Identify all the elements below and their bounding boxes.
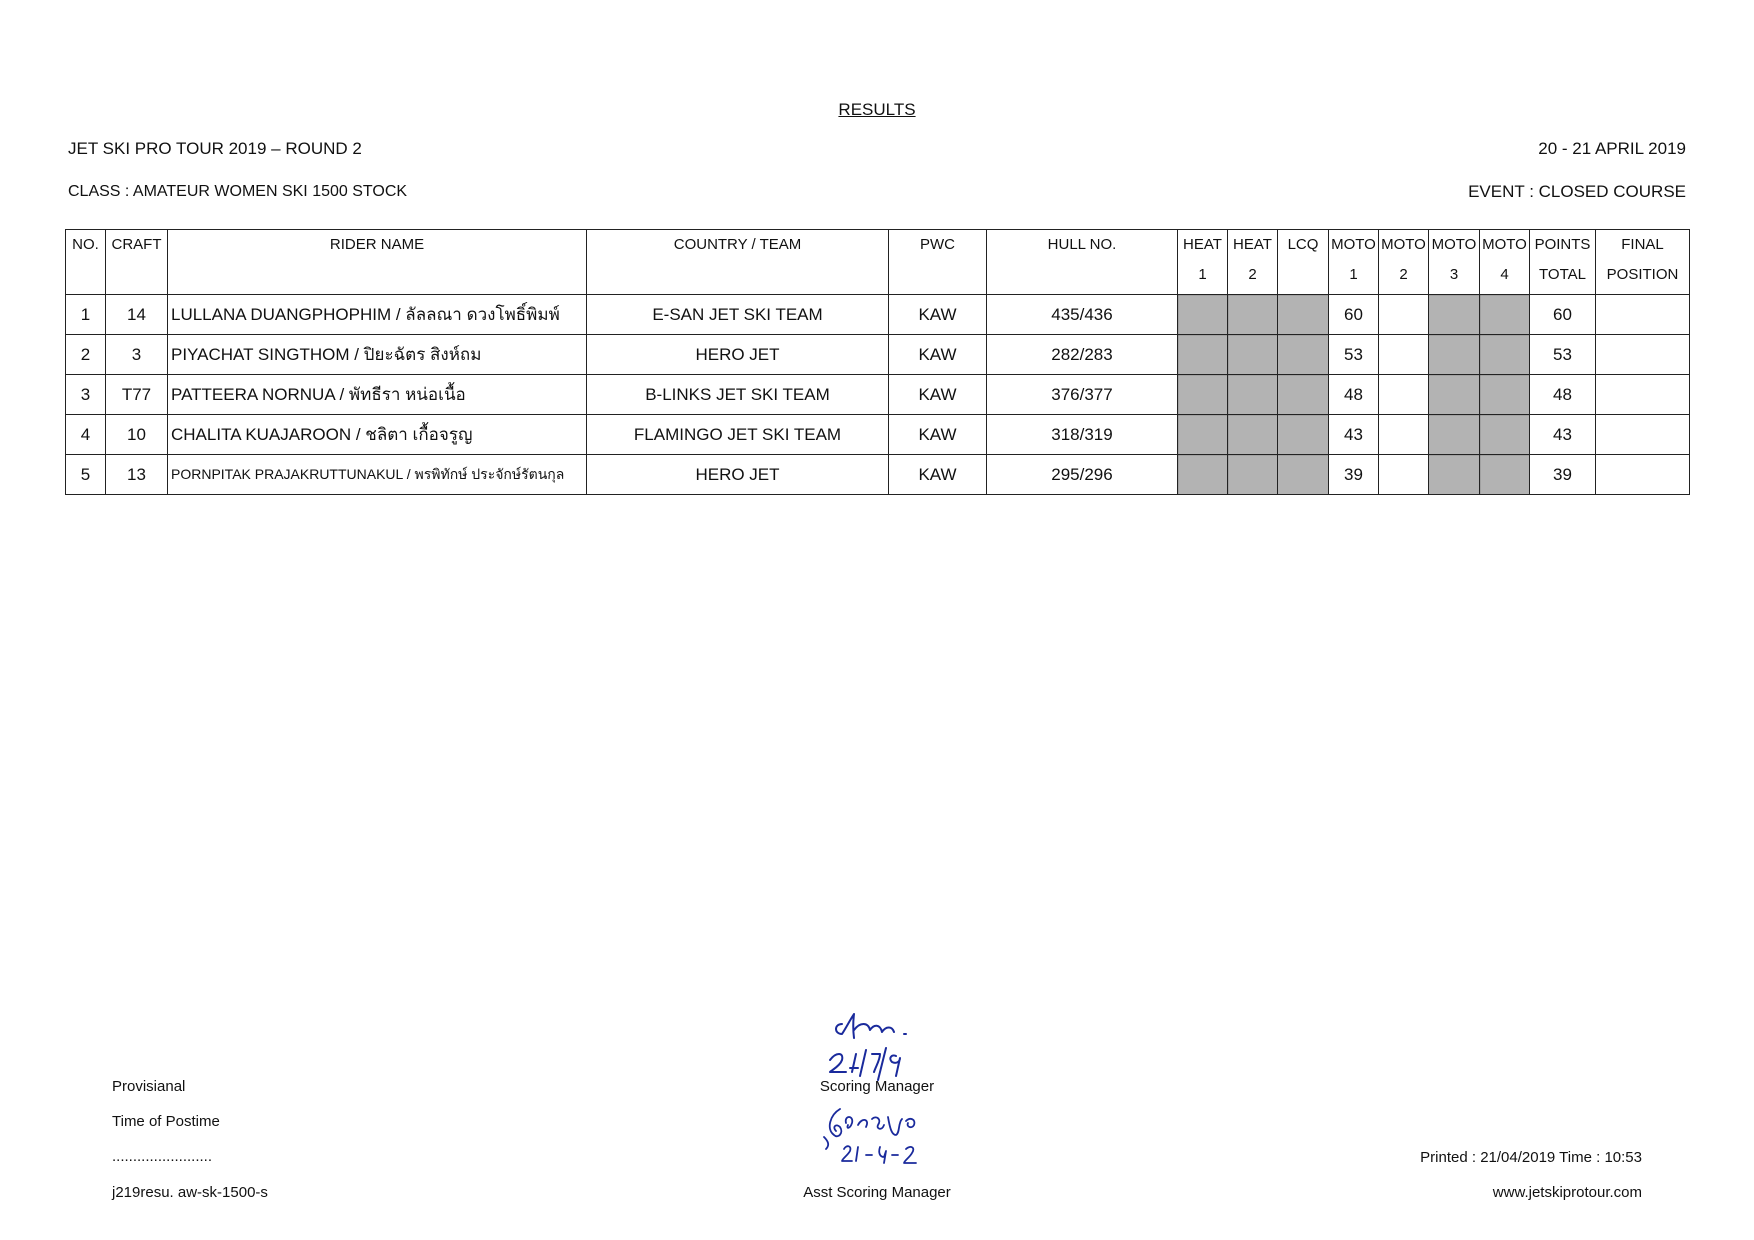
craft-number-cell: 3 bbox=[106, 335, 168, 375]
column-header-line1: POINTS bbox=[1534, 236, 1591, 253]
points-total-cell: 43 bbox=[1530, 415, 1596, 455]
pwc-cell: KAW bbox=[889, 295, 987, 335]
column-header bbox=[106, 230, 168, 295]
column-header-line2: 3 bbox=[1449, 266, 1459, 283]
moto-3-cell bbox=[1429, 415, 1480, 455]
column-header-line2 bbox=[889, 262, 986, 288]
final-position-cell bbox=[1596, 455, 1690, 495]
column-header-line2: 2 bbox=[1399, 266, 1408, 283]
rider-name-cell: PIYACHAT SINGTHOM / ปิยะฉัตร สิงห์ถม bbox=[168, 335, 587, 375]
column-header bbox=[1178, 230, 1228, 295]
heat-2-cell bbox=[1228, 295, 1278, 335]
event-type: EVENT : CLOSED COURSE bbox=[1468, 182, 1686, 201]
pwc-cell: KAW bbox=[889, 335, 987, 375]
moto-4-cell bbox=[1480, 335, 1530, 375]
scoring-manager-label: Scoring Manager bbox=[819, 1078, 935, 1095]
column-header-line2 bbox=[987, 262, 1177, 288]
moto-1-cell: 53 bbox=[1329, 335, 1379, 375]
column-header-line1: HEAT bbox=[1183, 236, 1222, 253]
page-title: RESULTS bbox=[838, 100, 916, 119]
position-no-cell: 3 bbox=[66, 375, 106, 415]
moto-2-cell bbox=[1379, 375, 1429, 415]
column-header-line2: 1 bbox=[1349, 266, 1358, 283]
column-header-line2 bbox=[587, 262, 888, 288]
column-header-line1: HULL NO. bbox=[1047, 236, 1117, 253]
heat-1-cell bbox=[1178, 455, 1228, 495]
final-position-cell bbox=[1596, 375, 1690, 415]
final-position-cell bbox=[1596, 295, 1690, 335]
heat-1-cell bbox=[1178, 295, 1228, 335]
column-header bbox=[1329, 230, 1379, 295]
website-link: www.jetskiprotour.com bbox=[1492, 1184, 1642, 1201]
column-header bbox=[1480, 230, 1530, 295]
column-header bbox=[1530, 230, 1596, 295]
column-header-line2 bbox=[66, 262, 105, 288]
moto-4-cell bbox=[1480, 455, 1530, 495]
hull-no-cell: 295/296 bbox=[987, 455, 1178, 495]
heat-2-cell bbox=[1228, 335, 1278, 375]
header-row bbox=[66, 230, 1690, 295]
final-position-cell bbox=[1596, 415, 1690, 455]
column-header-line1: MOTO bbox=[1431, 236, 1477, 253]
lcq-cell bbox=[1278, 375, 1329, 415]
country-team-cell: E-SAN JET SKI TEAM bbox=[587, 295, 889, 335]
rider-name-cell: PATTEERA NORNUA / พัทธีรา หน่อเนื้อ bbox=[168, 375, 587, 415]
class-label: CLASS : AMATEUR WOMEN SKI 1500 STOCK bbox=[68, 183, 408, 200]
points-total-cell: 53 bbox=[1530, 335, 1596, 375]
moto-2-cell bbox=[1379, 415, 1429, 455]
column-header-line2 bbox=[1278, 262, 1328, 288]
column-header-line2: POSITION bbox=[1606, 266, 1679, 283]
moto-1-cell: 60 bbox=[1329, 295, 1379, 335]
results-body bbox=[66, 295, 1690, 495]
column-header-line1: RIDER NAME bbox=[329, 236, 425, 253]
results-table bbox=[65, 229, 1690, 495]
craft-number-cell: 14 bbox=[106, 295, 168, 335]
printed-timestamp: Printed : 21/04/2019 Time : 10:53 bbox=[1420, 1149, 1642, 1166]
moto-3-cell bbox=[1429, 295, 1480, 335]
column-header bbox=[1596, 230, 1690, 295]
event-date: 20 - 21 APRIL 2019 bbox=[1538, 139, 1686, 158]
heat-1-cell bbox=[1178, 375, 1228, 415]
moto-3-cell bbox=[1429, 375, 1480, 415]
position-no-cell: 2 bbox=[66, 335, 106, 375]
column-header-line1: COUNTRY / TEAM bbox=[673, 236, 802, 253]
column-header-line1: MOTO bbox=[1482, 236, 1527, 253]
country-team-cell: HERO JET bbox=[587, 455, 889, 495]
craft-number-cell: 10 bbox=[106, 415, 168, 455]
position-no-cell: 4 bbox=[66, 415, 106, 455]
provisional-label: Provisianal bbox=[112, 1078, 186, 1095]
column-header-line1: LCQ bbox=[1287, 236, 1319, 253]
lcq-cell bbox=[1278, 455, 1329, 495]
points-total-cell: 39 bbox=[1530, 455, 1596, 495]
column-header-line1: FINAL bbox=[1621, 236, 1664, 253]
country-team-cell: HERO JET bbox=[587, 335, 889, 375]
pwc-cell: KAW bbox=[889, 455, 987, 495]
table-row bbox=[66, 295, 1690, 335]
column-header-line1: MOTO bbox=[1381, 236, 1426, 253]
lcq-cell bbox=[1278, 335, 1329, 375]
time-of-postime-label: Time of Postime bbox=[112, 1113, 220, 1130]
postime-dots: ........................ bbox=[112, 1148, 213, 1165]
column-header bbox=[889, 230, 987, 295]
column-header-line2: TOTAL bbox=[1539, 266, 1586, 283]
pwc-cell: KAW bbox=[889, 375, 987, 415]
position-no-cell: 5 bbox=[66, 455, 106, 495]
moto-2-cell bbox=[1379, 295, 1429, 335]
moto-1-cell: 39 bbox=[1329, 455, 1379, 495]
moto-1-cell: 48 bbox=[1329, 375, 1379, 415]
file-code: j219resu. aw-sk-1500-s bbox=[112, 1184, 268, 1201]
moto-1-cell: 43 bbox=[1329, 415, 1379, 455]
event-name: JET SKI PRO TOUR 2019 – ROUND 2 bbox=[68, 139, 362, 158]
hull-no-cell: 435/436 bbox=[987, 295, 1178, 335]
table-row bbox=[66, 375, 1690, 415]
column-header-line1: HEAT bbox=[1233, 236, 1272, 253]
pwc-cell: KAW bbox=[889, 415, 987, 455]
column-header-line1: PWC bbox=[920, 236, 955, 253]
moto-4-cell bbox=[1480, 375, 1530, 415]
asst-scoring-manager-label: Asst Scoring Manager bbox=[803, 1184, 951, 1201]
column-header-line2 bbox=[106, 262, 167, 288]
column-header-line2 bbox=[168, 262, 586, 288]
column-header-line1: NO. bbox=[72, 236, 99, 253]
hull-no-cell: 318/319 bbox=[987, 415, 1178, 455]
table-row bbox=[66, 455, 1690, 495]
lcq-cell bbox=[1278, 415, 1329, 455]
column-header bbox=[66, 230, 106, 295]
craft-number-cell: 13 bbox=[106, 455, 168, 495]
column-header bbox=[1379, 230, 1429, 295]
column-header bbox=[1228, 230, 1278, 295]
column-header-line2: 4 bbox=[1500, 266, 1509, 283]
column-header-line2: 1 bbox=[1198, 266, 1207, 283]
country-team-cell: B-LINKS JET SKI TEAM bbox=[587, 375, 889, 415]
asst-manager-signature bbox=[822, 1105, 932, 1175]
column-header bbox=[1278, 230, 1329, 295]
column-header bbox=[168, 230, 587, 295]
moto-4-cell bbox=[1480, 295, 1530, 335]
moto-2-cell bbox=[1379, 455, 1429, 495]
table-row bbox=[66, 335, 1690, 375]
heat-1-cell bbox=[1178, 335, 1228, 375]
rider-name-cell: PORNPITAK PRAJAKRUTTUNAKUL / พรพิทักษ์ ประจักษ์รัตนกุล bbox=[168, 455, 587, 495]
heat-2-cell bbox=[1228, 455, 1278, 495]
column-header bbox=[987, 230, 1178, 295]
country-team-cell: FLAMINGO JET SKI TEAM bbox=[587, 415, 889, 455]
column-header-line1: MOTO bbox=[1331, 236, 1376, 253]
rider-name-cell: LULLANA DUANGPHOPHIM / ลัลลณา ดวงโพธิ์พิมพ์ bbox=[168, 295, 587, 335]
moto-4-cell bbox=[1480, 415, 1530, 455]
column-header-line2: 2 bbox=[1248, 266, 1257, 283]
final-position-cell bbox=[1596, 335, 1690, 375]
moto-3-cell bbox=[1429, 455, 1480, 495]
column-header-line1: CRAFT bbox=[111, 236, 162, 253]
heat-2-cell bbox=[1228, 415, 1278, 455]
rider-name-cell: CHALITA KUAJAROON / ชลิตา เกื้อจรูญ bbox=[168, 415, 587, 455]
craft-number-cell: T77 bbox=[106, 375, 168, 415]
column-header bbox=[587, 230, 889, 295]
lcq-cell bbox=[1278, 295, 1329, 335]
moto-2-cell bbox=[1379, 335, 1429, 375]
hull-no-cell: 282/283 bbox=[987, 335, 1178, 375]
points-total-cell: 48 bbox=[1530, 375, 1596, 415]
points-total-cell: 60 bbox=[1530, 295, 1596, 335]
heat-1-cell bbox=[1178, 415, 1228, 455]
position-no-cell: 1 bbox=[66, 295, 106, 335]
table-row bbox=[66, 415, 1690, 455]
heat-2-cell bbox=[1228, 375, 1278, 415]
column-header bbox=[1429, 230, 1480, 295]
hull-no-cell: 376/377 bbox=[987, 375, 1178, 415]
moto-3-cell bbox=[1429, 335, 1480, 375]
